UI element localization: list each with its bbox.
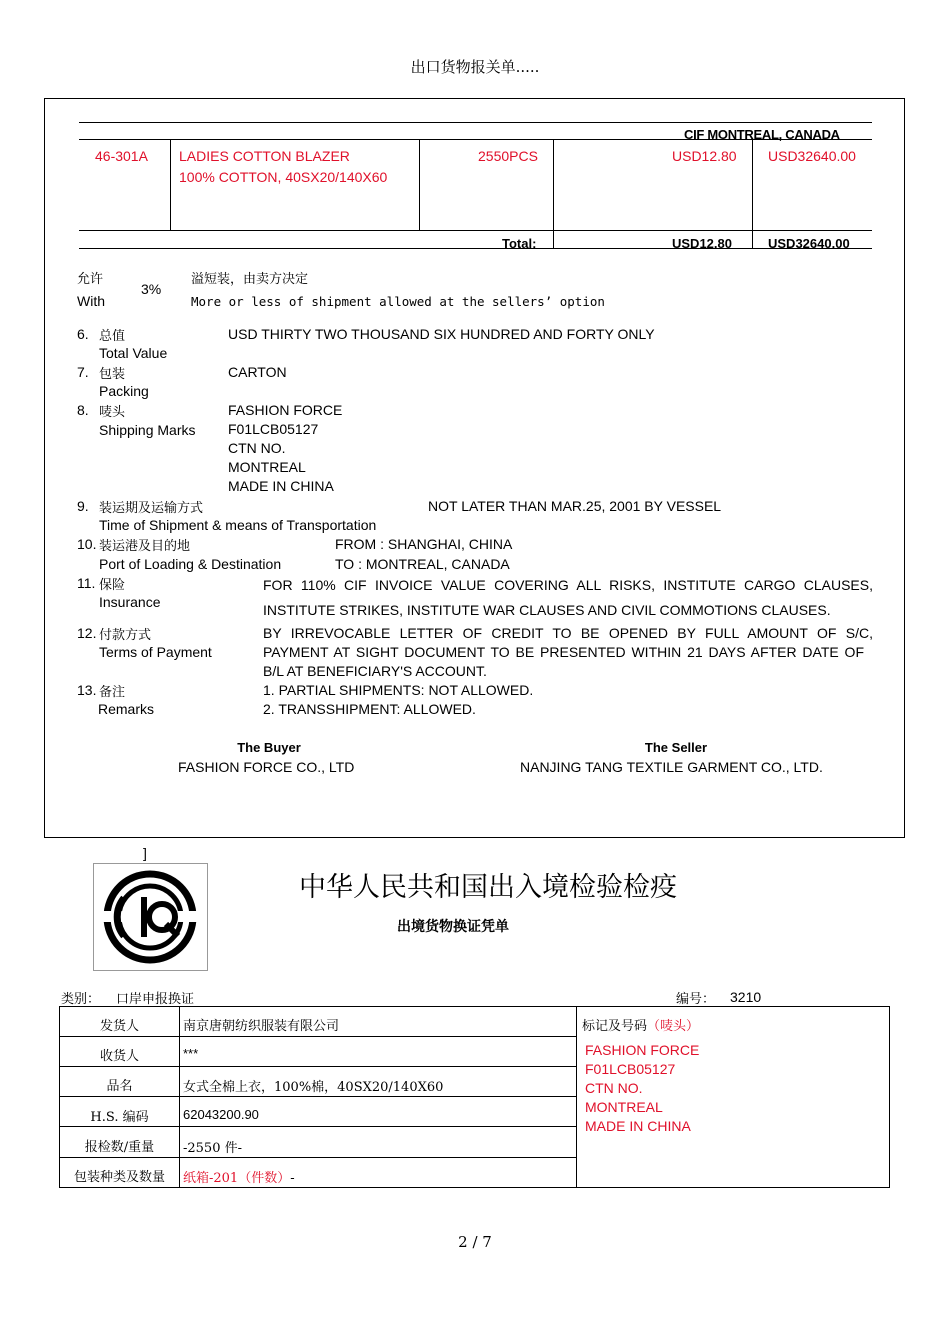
tolerance-en-text: More or less of shipment allowed at the sellers’ option — [191, 294, 605, 309]
clause-en-label: Insurance — [99, 594, 161, 610]
marks-header — [582, 1015, 699, 1034]
price-term: CIF MONTREAL, CANADA — [684, 127, 840, 142]
page-number: 2 / 7 — [458, 1233, 492, 1251]
clause-cn-label: 装运期及运输方式 — [99, 501, 204, 516]
clause-number: 11. — [77, 575, 96, 591]
shipment-time-value: NOT LATER THAN MAR.25, 2001 BY VESSEL — [428, 498, 722, 514]
clause-en-label: Total Value — [99, 345, 168, 361]
ciq-mark-line: MADE IN CHINA — [585, 1118, 691, 1134]
table-total-rule — [79, 248, 872, 249]
clause-cn-label: 付款方式 — [99, 628, 152, 643]
clause-en-label: Shipping Marks — [99, 422, 196, 438]
ciq-row-label: 包装种类及数量 — [73, 1170, 165, 1185]
total-amount: USD32640.00 — [768, 236, 850, 251]
ciq-row-value: *** — [183, 1046, 199, 1061]
shipping-mark-line: FASHION FORCE — [228, 402, 343, 418]
ciq-emblem-icon — [94, 864, 207, 970]
ciq-mark-line: FASHION FORCE — [585, 1042, 700, 1058]
clause-cn-label: 包装 — [99, 367, 126, 382]
clause-number: 7. — [77, 364, 89, 380]
packing-type-value: 纸箱-201（件数） — [183, 1171, 291, 1186]
table-col-divider — [752, 139, 753, 249]
item-description-line2: 100% COTTON, 40SX20/140X60 — [179, 169, 388, 185]
ciq-mark-line: F01LCB05127 — [585, 1061, 676, 1077]
ciq-row-label: 收货人 — [99, 1049, 139, 1064]
ciq-table-row-divider — [59, 1096, 576, 1097]
clause-en-label: Terms of Payment — [99, 644, 212, 660]
ciq-table-row-divider — [59, 1126, 576, 1127]
clause-en-label: Time of Shipment & means of Transportation — [99, 517, 377, 533]
item-unit-price: USD12.80 — [672, 148, 737, 164]
ciq-row-label: 品名 — [106, 1079, 133, 1094]
item-quantity: 2550PCS — [478, 148, 538, 164]
insurance-line2: INSTITUTE STRIKES, INSTITUTE WAR CLAUSES AND CIVIL COMMOTIONS CLAUSES. — [263, 602, 831, 618]
ciq-row-label: 发货人 — [99, 1019, 139, 1034]
clause-number: 10. — [77, 536, 97, 552]
ciq-row-value: 女式全棉上衣，100%棉，40SX20/140X60 — [183, 1080, 444, 1095]
tolerance-cn-label: 允许 — [77, 272, 104, 287]
table-col-divider — [553, 139, 554, 249]
ciq-subtitle: 出境货物换证凭单 — [397, 919, 509, 935]
clause-cn-label: 唛头 — [99, 405, 126, 420]
insurance-line1: FOR 110% CIF INVOICE VALUE COVERING ALL RISKS, INSTITUTE CARGO CLAUSES, — [263, 577, 873, 593]
payment-line3: B/L AT BENEFICIARY'S ACCOUNT. — [263, 663, 487, 679]
port-of-destination: TO : MONTREAL, CANADA — [335, 556, 510, 572]
payment-line2: PAYMENT AT SIGHT DOCUMENT TO BE PRESENTED WITHIN 21 DAYS AFTER DATE OF — [263, 644, 864, 660]
item-description-line1: LADIES COTTON BLAZER — [179, 148, 350, 164]
clause-en-label: Port of Loading & Destination — [99, 556, 282, 572]
table-col-divider — [419, 139, 420, 230]
port-of-loading: FROM : SHANGHAI, CHINA — [335, 536, 513, 552]
tolerance-percent: 3% — [141, 281, 162, 297]
ciq-table-col-divider — [179, 1006, 180, 1188]
shipping-mark-line: MONTREAL — [228, 459, 306, 475]
category-label: 类别： — [61, 992, 101, 1007]
ciq-title: 中华人民共和国出入境检验检疫 — [299, 872, 677, 903]
ciq-table-col-divider — [576, 1006, 577, 1188]
clause-number: 8. — [77, 402, 89, 418]
shipping-mark-line: CTN NO. — [228, 440, 286, 456]
seller-title: The Seller — [644, 740, 708, 755]
remark-line1: 1. PARTIAL SHIPMENTS: NOT ALLOWED. — [263, 682, 534, 698]
shipping-mark-line: MADE IN CHINA — [228, 478, 334, 494]
marks-header-label: 标记及号码 — [582, 1019, 648, 1034]
ciq-table-row-divider — [59, 1157, 576, 1158]
table-header-rule — [79, 139, 872, 140]
clause-cn-label: 装运港及目的地 — [99, 539, 191, 554]
ciq-logo — [93, 863, 208, 971]
number-value: 3210 — [730, 989, 762, 1005]
total-value-words: USD THIRTY TWO THOUSAND SIX HUNDRED AND FORTY ONLY — [228, 326, 655, 342]
clause-number: 13. — [77, 682, 97, 698]
number-label: 编号： — [676, 992, 716, 1007]
packing-type-tail: - — [290, 1171, 295, 1186]
total-label: Total: — [502, 236, 537, 251]
payment-line1: BY IRREVOCABLE LETTER OF CREDIT TO BE OPENED BY FULL AMOUNT OF S/C, — [263, 625, 873, 641]
ciq-mark-line: MONTREAL — [585, 1099, 663, 1115]
marks-header-note: （唛头） — [647, 1019, 700, 1034]
ciq-table-row-divider — [59, 1066, 576, 1067]
ciq-table-row-divider — [59, 1036, 576, 1037]
remark-line2: 2. TRANSSHIPMENT: ALLOWED. — [263, 701, 476, 717]
buyer-title: The Buyer — [237, 740, 301, 755]
ciq-row-label: 报检数/重量 — [84, 1140, 155, 1155]
ciq-mark-line: CTN NO. — [585, 1080, 643, 1096]
ciq-row-label: H.S. 编码 — [90, 1110, 149, 1125]
clause-cn-label: 备注 — [99, 685, 126, 700]
category-value: 口岸申报换证 — [116, 992, 195, 1007]
page-header-title: 出口货物报关单..... — [410, 58, 540, 76]
ciq-row-value — [183, 1167, 295, 1186]
ciq-row-value: 南京唐朝纺织服装有限公司 — [183, 1019, 340, 1034]
seller-name: NANJING TANG TEXTILE GARMENT CO., LTD. — [520, 759, 823, 775]
clause-en-label: Packing — [99, 383, 149, 399]
clause-number: 9. — [77, 498, 89, 514]
style-number: 46-301A — [95, 148, 148, 164]
table-col-divider — [170, 139, 171, 230]
clause-cn-label: 保险 — [99, 578, 126, 593]
clause-en-label: Remarks — [98, 701, 155, 717]
tolerance-en-label: With — [77, 293, 105, 309]
clause-number: 6. — [77, 326, 89, 342]
tolerance-cn-text: 溢短装，由卖方决定 — [191, 272, 309, 287]
clause-cn-label: 总值 — [99, 329, 126, 344]
total-unit-price: USD12.80 — [672, 236, 732, 251]
ciq-row-value: -2550 件- — [183, 1141, 243, 1156]
stray-bracket: ] — [143, 845, 147, 861]
ciq-row-value: 62043200.90 — [183, 1107, 259, 1122]
shipping-mark-line: F01LCB05127 — [228, 421, 319, 437]
contract-box — [44, 98, 905, 838]
clause-number: 12. — [77, 625, 97, 641]
table-top-rule — [79, 122, 872, 123]
item-amount: USD32640.00 — [768, 148, 856, 164]
table-bottom-rule — [79, 230, 872, 231]
buyer-name: FASHION FORCE CO., LTD — [178, 759, 355, 775]
packing-value: CARTON — [228, 364, 287, 380]
